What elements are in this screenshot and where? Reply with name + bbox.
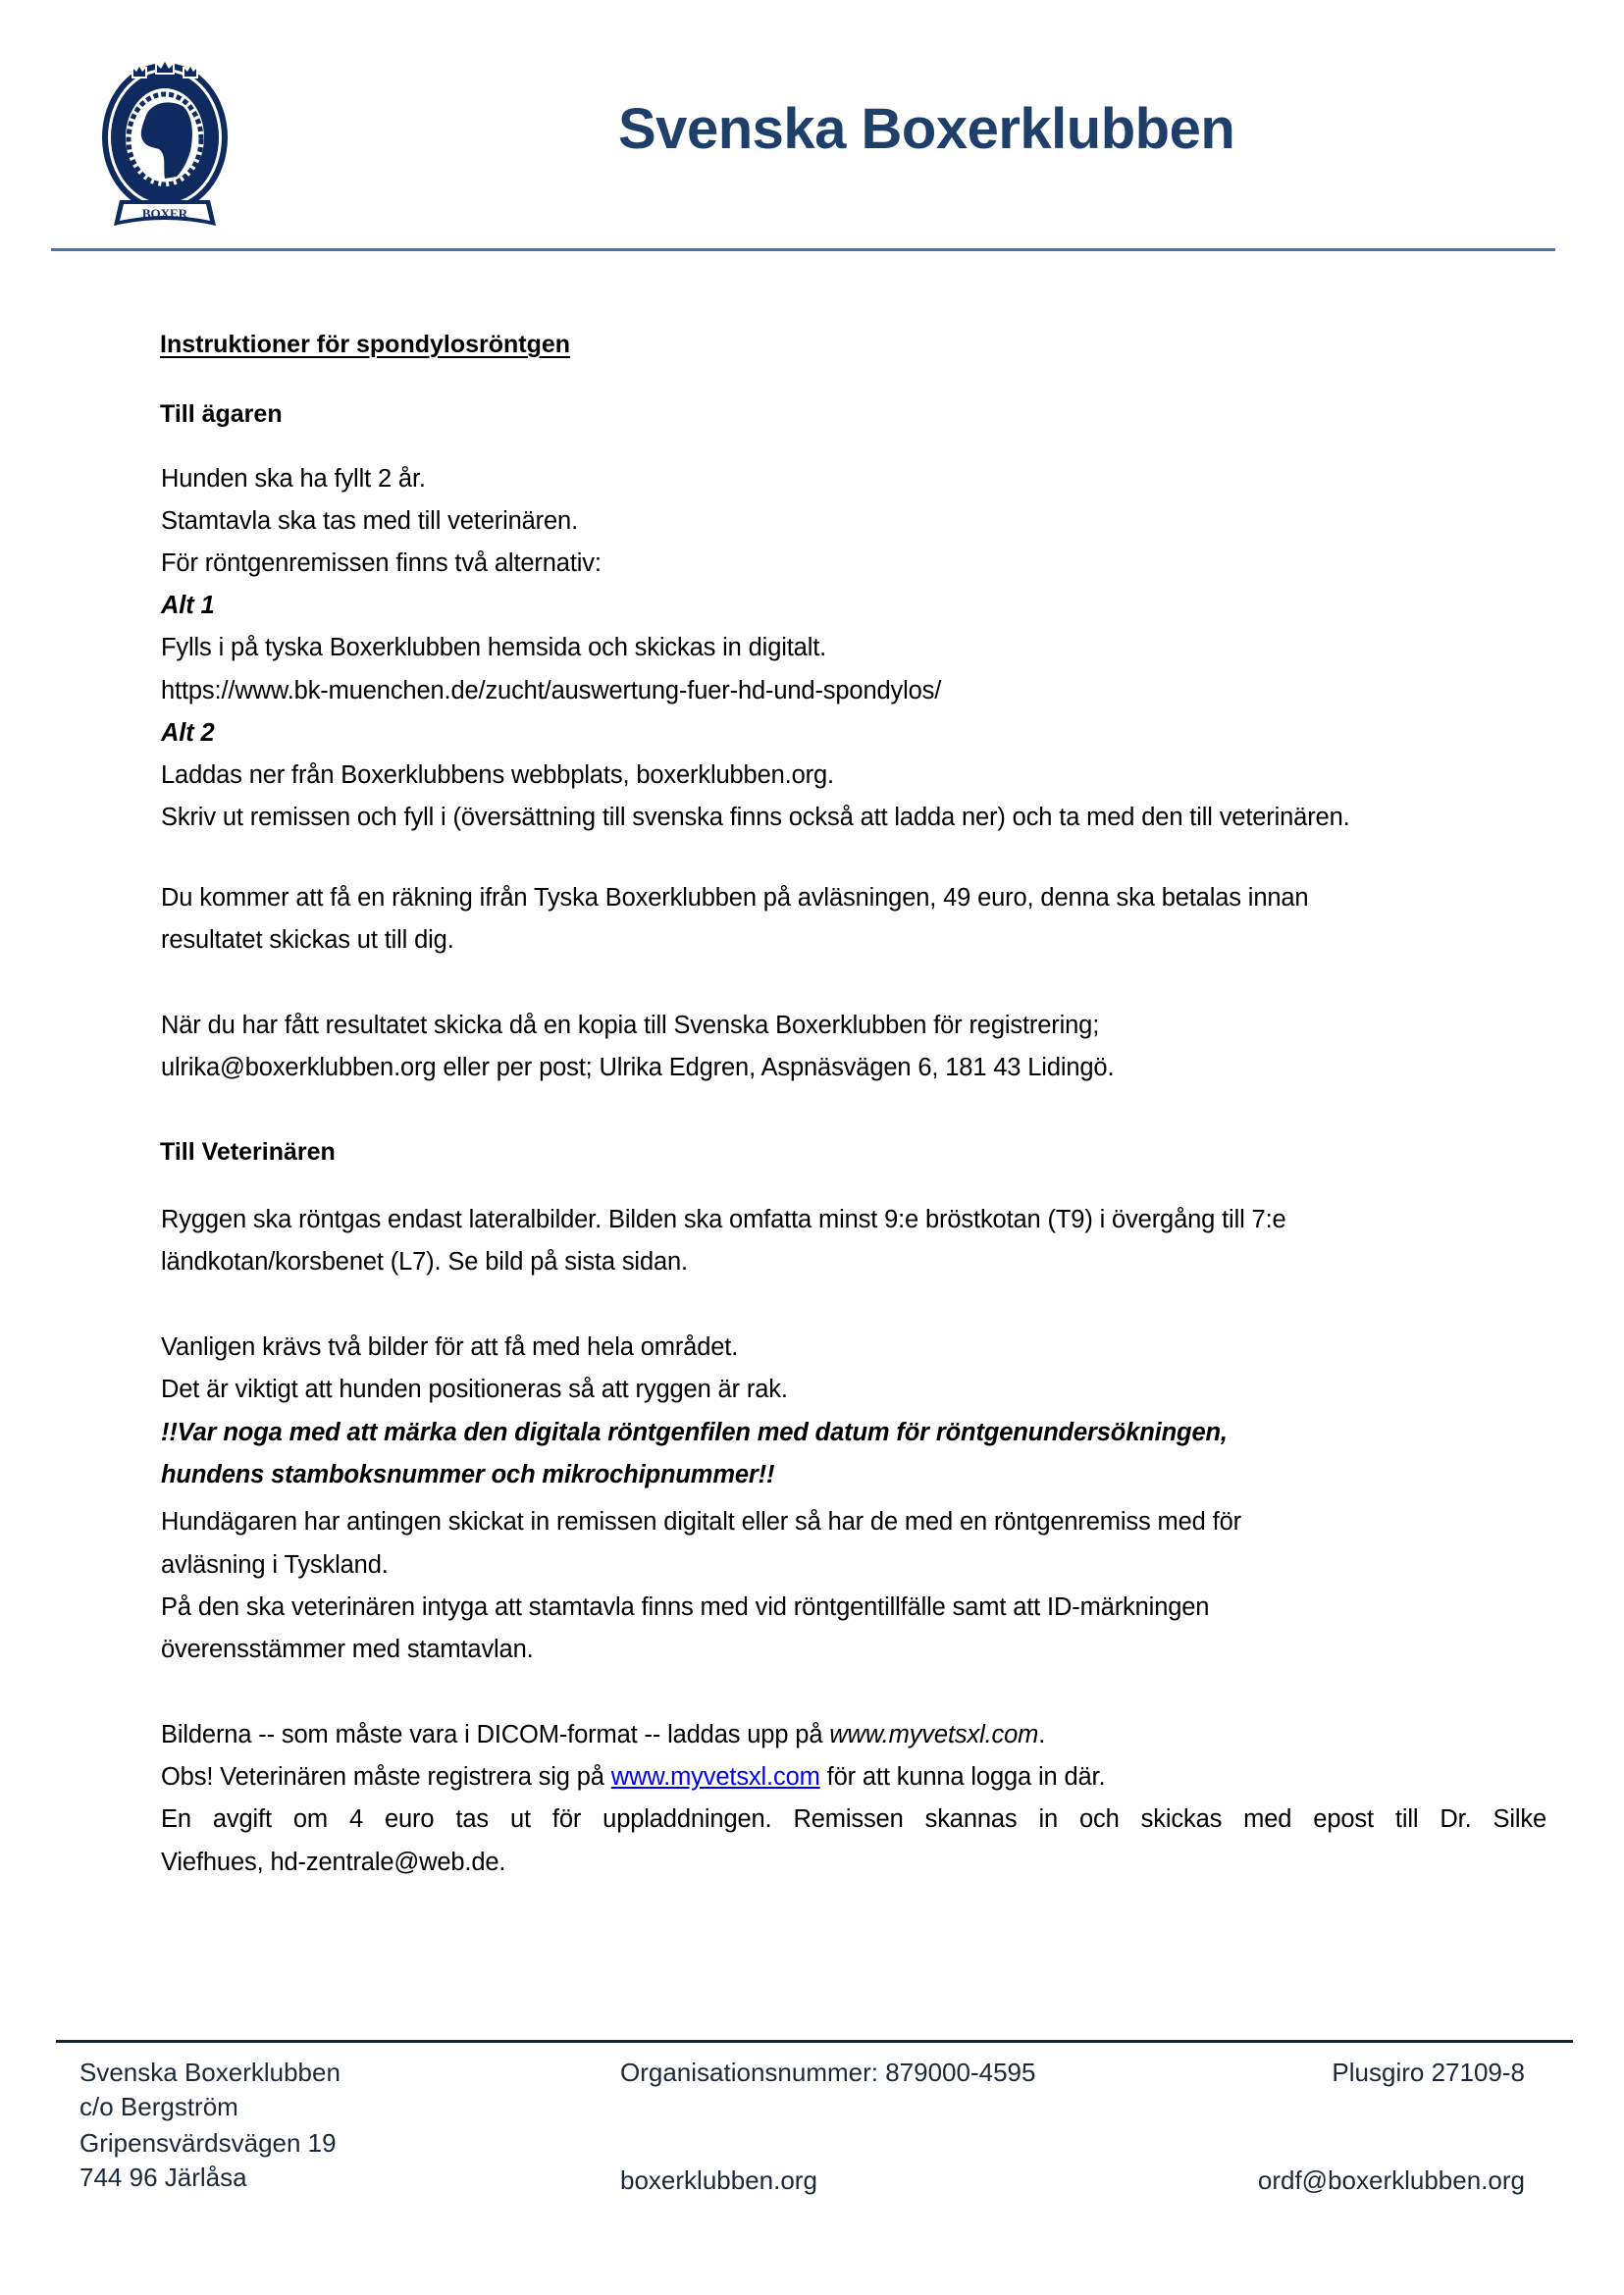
svg-text:BOXER: BOXER — [141, 206, 188, 221]
registration-line: När du har fått resultatet skicka då en kopia till Svenska Boxerklubben för registrering; — [161, 1012, 1100, 1039]
positioning-line: Vanligen krävs två bilder för att få med hela området. — [161, 1333, 739, 1361]
alt2-label: Alt 2 — [161, 719, 215, 747]
section-title-vet: Till Veterinären — [160, 1138, 336, 1166]
invoice-line: resultatet skickas ut till dig. — [161, 926, 454, 954]
club-emblem-logo — [98, 57, 232, 234]
footer-address-line: 744 96 Järlåsa — [79, 2163, 247, 2192]
document-heading: Instruktioner för spondylosröntgen — [160, 331, 571, 358]
alt1-label: Alt 1 — [161, 592, 215, 619]
alt1-text: Fylls i på tyska Boxerklubben hemsida och skickas in digitalt. — [161, 634, 827, 661]
xray-line: ländkotan/korsbenet (L7). Se bild på sista sidan. — [161, 1248, 688, 1276]
referral-line: På den ska veterinären intyga att stamtavla finns med vid röntgentillfälle samt att ID-märkningen — [161, 1593, 1210, 1621]
owner-line: Stamtavla ska tas med till veterinären. — [161, 507, 578, 535]
contact-line: Viefhues, hd-zentrale@web.de. — [161, 1849, 506, 1876]
footer-address-line: Svenska Boxerklubben — [79, 2058, 341, 2087]
upload-period: . — [1038, 1721, 1046, 1748]
xray-line: Ryggen ska röntgas endast lateralbilder. Bilden ska omfatta minst 9:e bröstkotan (T9) i övergång till 7:e — [161, 1206, 1286, 1233]
registration-note-line — [161, 1763, 1105, 1792]
registration-line: ulrika@boxerklubben.org eller per post; Ulrika Edgren, Aspnäsvägen 6, 181 43 Lidingö. — [161, 1054, 1115, 1081]
footer-address-line: Gripensvärdsvägen 19 — [79, 2128, 337, 2158]
footer-address-line: c/o Bergström — [79, 2092, 238, 2121]
footer-email: ordf@boxerklubben.org — [1257, 2165, 1525, 2195]
registration-note-text: Obs! Veterinären måste registrera sig på — [161, 1763, 611, 1791]
registration-note-suffix: för att kunna logga in där. — [819, 1763, 1106, 1791]
footer-divider — [56, 2040, 1573, 2043]
owner-line: Hunden ska ha fyllt 2 år. — [161, 465, 426, 493]
footer-website: boxerklubben.org — [620, 2165, 817, 2195]
organization-title: Svenska Boxerklubben — [618, 97, 1235, 161]
referral-line: överensstämmer med stamtavlan. — [161, 1636, 534, 1663]
positioning-line: Det är viktigt att hunden positioneras så att ryggen är rak. — [161, 1376, 788, 1403]
alt1-url: https://www.bk-muenchen.de/zucht/auswertung-fuer-hd-und-spondylos/ — [161, 677, 942, 704]
referral-line: Hundägaren har antingen skickat in remissen digitalt eller så har de med en röntgenremiss med för — [161, 1508, 1241, 1536]
myvetsxl-link[interactable]: www.myvetsxl.com — [610, 1763, 820, 1791]
upload-text: Bilderna -- som måste vara i DICOM-format -- laddas upp på — [161, 1721, 830, 1748]
upload-site: www.myvetsxl.com — [829, 1721, 1039, 1748]
footer-org-number: Organisationsnummer: 879000-4595 — [620, 2058, 1036, 2087]
club-emblem-boxer-head-icon — [98, 57, 232, 234]
warning-line: hundens stamboksnummer och mikrochipnummer!! — [161, 1461, 775, 1488]
owner-line: För röntgenremissen finns två alternativ: — [161, 549, 602, 577]
fee-line: En avgift om 4 euro tas ut för uppladdningen. Remissen skannas in och skickas med epost till Dr. Silke — [161, 1805, 1546, 1833]
header-divider — [51, 248, 1555, 251]
upload-line — [161, 1721, 1045, 1749]
alt2-line: Skriv ut remissen och fyll i (översättning till svenska finns också att ladda ner) och ta med den till veterinären. — [161, 804, 1350, 831]
warning-line: !!Var noga med att märka den digitala röntgenfilen med datum för röntgenundersökningen, — [161, 1419, 1228, 1446]
referral-line: avläsning i Tyskland. — [161, 1551, 389, 1579]
footer-plusgiro: Plusgiro 27109-8 — [1332, 2058, 1525, 2087]
invoice-line: Du kommer att få en räkning ifrån Tyska Boxerklubben på avläsningen, 49 euro, denna ska betalas innan — [161, 884, 1309, 912]
alt2-line: Laddas ner från Boxerklubbens webbplats, boxerklubben.org. — [161, 761, 834, 789]
section-title-owner: Till ägaren — [160, 400, 283, 428]
